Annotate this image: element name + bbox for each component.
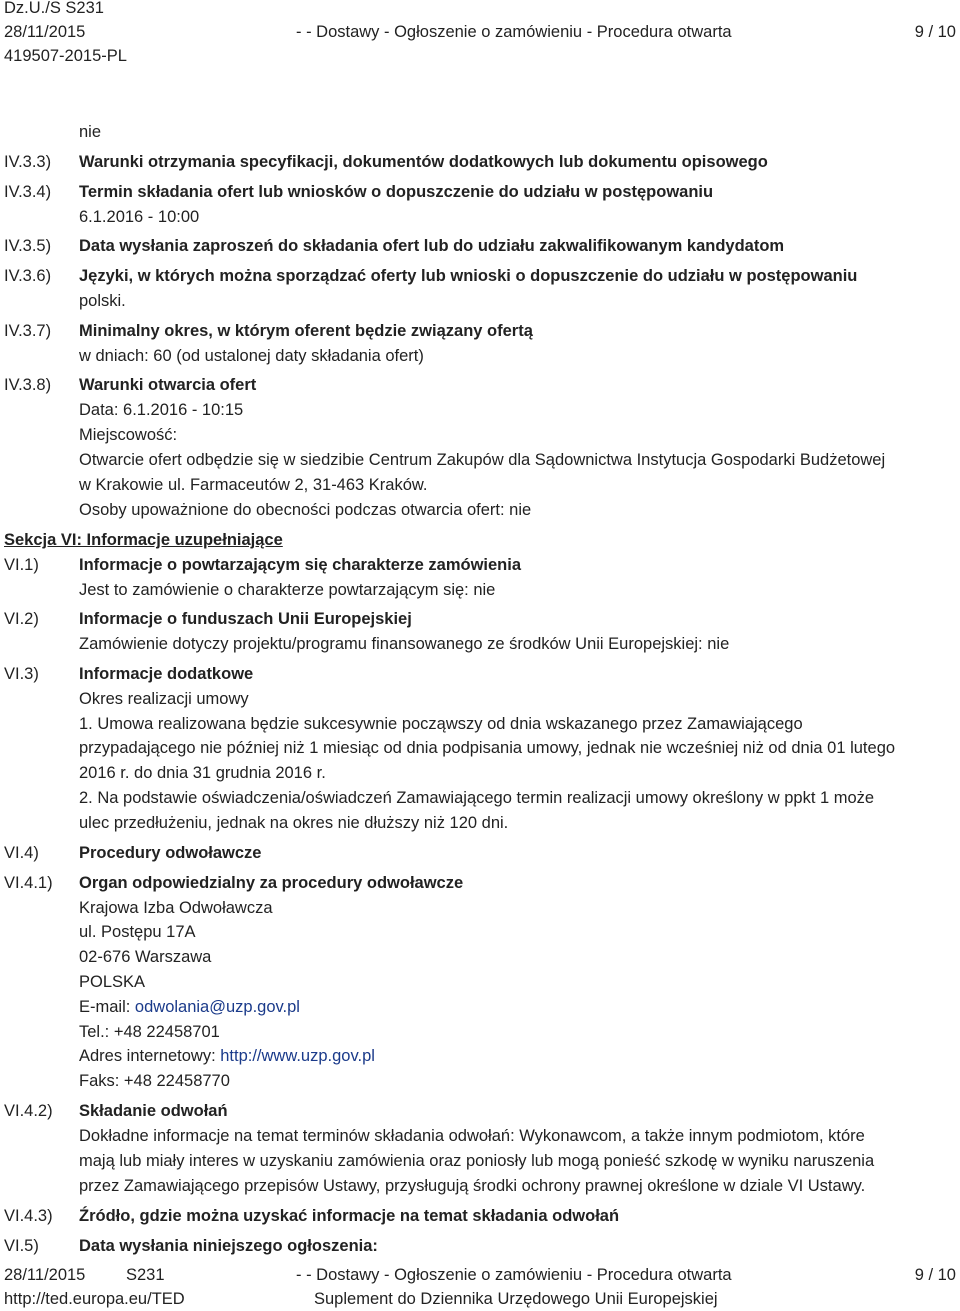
footer-code: S231 [126,1266,165,1284]
iv-3-6-title: Języki, w których można sporządzać oferty lub wnioski o dopuszczenie do udziału w postępowaniu [79,267,858,285]
footer-title: - - Dostawy - Ogłoszenie o zamówieniu - Procedura otwarta [296,1266,732,1284]
www-label: Adres internetowy: [79,1047,221,1065]
footer-supplement: Suplement do Dziennika Urzędowego Unii Europejskiej [314,1290,718,1308]
iv-3-5-num: IV.3.5) [4,237,52,255]
vi-4-2-title: Składanie odwołań [79,1102,228,1120]
iv-3-8-title: Warunki otwarcia ofert [79,376,257,394]
iv-3-2-value: nie [79,123,102,141]
iv-3-6-num: IV.3.6) [4,267,52,285]
vi-2-title: Informacje o funduszach Unii Europejskiej [79,610,412,628]
vi-4-1-tel: Tel.: +48 22458701 [79,1023,220,1041]
iv-3-8-place-label: Miejscowość: [79,426,178,444]
vi-4-1-name: Krajowa Izba Odwoławcza [79,899,273,917]
section-vi-heading: Sekcja VI: Informacje uzupełniające [4,531,283,549]
vi-3-line-6: ulec przedłużeniu, jednak na okres nie dłuższy niż 120 dni. [79,814,509,832]
vi-4-3-title: Źródło, gdzie można uzyskać informacje na temat składania odwołań [79,1207,620,1225]
vi-5-num: VI.5) [4,1237,39,1255]
vi-4-2-line-2: mają lub miały interes w uzyskaniu zamówienia oraz poniosły lub mogą ponieść szkodę w wyniku naruszenia [79,1152,875,1170]
vi-1-num: VI.1) [4,556,39,574]
vi-4-2-line-1: Dokładne informacje na temat terminów składania odwołań: Wykonawcom, a także innym podmiotom, które [79,1127,865,1145]
vi-4-1-www-row [79,1044,375,1068]
footer-date: 28/11/2015 [4,1266,86,1284]
vi-5-title: Data wysłania niniejszego ogłoszenia: [79,1237,378,1255]
vi-3-line-1: Okres realizacji umowy [79,690,249,708]
email-link[interactable]: odwolania@uzp.gov.pl [134,998,300,1016]
vi-4-1-city: 02-676 Warszawa [79,948,212,966]
vi-2-value: Zamówienie dotyczy projektu/programu finansowanego ze środków Unii Europejskiej: nie [79,635,730,653]
iv-3-7-value: w dniach: 60 (od ustalonej daty składania ofert) [79,347,424,365]
vi-3-line-5: 2. Na podstawie oświadczenia/oświadczeń Zamawiającego termin realizacji umowy określony w ppkt 1 może [79,789,875,807]
vi-1-title: Informacje o powtarzającym się charakterze zamówienia [79,556,522,574]
iv-3-8-num: IV.3.8) [4,376,52,394]
iv-3-6-value: polski. [79,292,126,310]
iv-3-3-num: IV.3.3) [4,153,52,171]
iv-3-4-num: IV.3.4) [4,183,52,201]
vi-3-title: Informacje dodatkowe [79,665,254,683]
vi-3-line-3: przypadającego nie później niż 1 miesiąc od dnia podpisania umowy, jednak nie wcześniej niż od dnia 01 lutego [79,739,896,757]
vi-4-num: VI.4) [4,844,39,862]
vi-4-title: Procedury odwoławcze [79,844,262,862]
vi-4-2-line-3: przez Zamawiającego przepisów Ustawy, przysługują środki ochrony prawnej określone w dziale VI Ustawy. [79,1177,866,1195]
header-date: 28/11/2015 [4,23,86,41]
iv-3-4-value: 6.1.2016 - 10:00 [79,208,200,226]
header-title: - - Dostawy - Ogłoszenie o zamówieniu - Procedura otwarta [296,23,732,41]
email-label: E-mail: [79,998,135,1016]
iv-3-8-persons: Osoby upoważnione do obecności podczas otwarcia ofert: nie [79,501,532,519]
vi-4-1-street: ul. Postępu 17A [79,923,196,941]
iv-3-7-title: Minimalny okres, w którym oferent będzie związany ofertą [79,322,533,340]
www-link[interactable]: http://www.uzp.gov.pl [220,1047,375,1065]
vi-3-line-4: 2016 r. do dnia 31 grudnia 2016 r. [79,764,326,782]
iv-3-8-place-1: Otwarcie ofert odbędzie się w siedzibie Centrum Zakupów dla Sądownictwa Instytucja Gospodarki Budżetowej [79,451,886,469]
vi-4-1-title: Organ odpowiedzialny za procedury odwoławcze [79,874,464,892]
vi-3-num: VI.3) [4,665,39,683]
footer-page: 9 / 10 [914,1266,956,1284]
vi-4-1-fax: Faks: +48 22458770 [79,1072,230,1090]
vi-1-value: Jest to zamówienie o charakterze powtarzającym się: nie [79,581,496,599]
iv-3-3-title: Warunki otrzymania specyfikacji, dokumentów dodatkowych lub dokumentu opisowego [79,153,768,171]
iv-3-8-place-2: w Krakowie ul. Farmaceutów 2, 31-463 Kraków. [79,476,428,494]
footer-url[interactable]: http://ted.europa.eu/TED [4,1290,185,1308]
vi-4-1-country: POLSKA [79,973,146,991]
vi-4-3-num: VI.4.3) [4,1207,53,1225]
vi-4-2-num: VI.4.2) [4,1102,53,1120]
header-ref: 419507-2015-PL [4,47,127,65]
iv-3-8-date: Data: 6.1.2016 - 10:15 [79,401,244,419]
vi-4-1-email-row [79,995,300,1019]
vi-3-line-2: 1. Umowa realizowana będzie sukcesywnie począwszy od dnia wskazanego przez Zamawiającego [79,715,803,733]
vi-4-1-num: VI.4.1) [4,874,53,892]
vi-2-num: VI.2) [4,610,39,628]
header-page: 9 / 10 [914,23,956,41]
iv-3-5-title: Data wysłania zaproszeń do składania ofert lub do udziału zakwalifikowanym kandydatom [79,237,785,255]
iv-3-4-title: Termin składania ofert lub wniosków o dopuszczenie do udziału w postępowaniu [79,183,714,201]
header-journal: Dz.U./S S231 [4,0,104,17]
iv-3-7-num: IV.3.7) [4,322,52,340]
